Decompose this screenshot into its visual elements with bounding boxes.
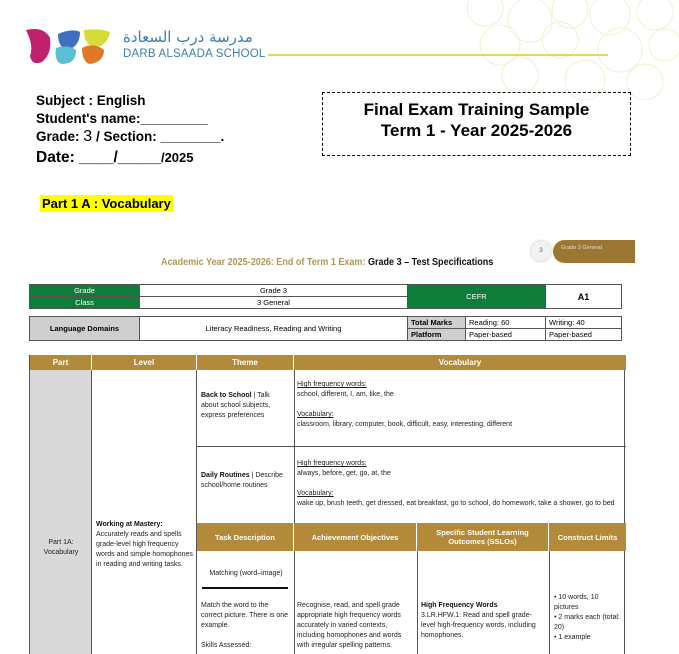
exam-title-box — [322, 92, 631, 156]
theme-back-to-school: Back to School | Talk about school subjects, express preferences — [201, 392, 271, 419]
limit-item: • 1 example — [554, 633, 624, 643]
achievement-objective: Recognise, read, and spell grade appropriate high frequency words accurately in varied contexts, including homophones and words with irregular spelling patterns. — [297, 602, 402, 649]
limit-item: • 2 marks each (total: 20) — [554, 613, 624, 633]
domains-header: Language Domains — [30, 317, 140, 341]
writing-marks: Writing: 40 — [546, 317, 622, 329]
spec-title-gold: Academic Year 2025-2026: End of Term 1 Exam: — [161, 256, 366, 268]
theme-daily-routines: Daily Routines | Describe school/home routines — [201, 472, 283, 489]
date-field[interactable] — [36, 149, 194, 167]
col-header-vocabulary: Vocabulary — [294, 355, 626, 370]
level-text: Accurately reads and spells grade-level high frequency words and simple homophones in reading and writing tasks. — [96, 531, 193, 568]
class-value-cell: 3 General — [140, 297, 408, 309]
part-heading: Part 1 A : Vocabulary — [42, 196, 171, 211]
grade-value-cell: Grade 3 — [140, 285, 408, 297]
grade-header: Grade — [30, 285, 140, 297]
task-description: Match the word to the correct picture. There is one example. Skills Assessed: — [201, 602, 289, 649]
reading-marks: Reading: 60 — [466, 317, 546, 329]
student-name-field[interactable]: Student's name:_________ — [36, 111, 209, 126]
col-header-part: Part — [30, 355, 92, 370]
col-header-achievement-objectives: Achievement Objectives — [294, 523, 417, 551]
domains-value: Literacy Readiness, Reading and Writing — [140, 317, 408, 341]
level-cell — [92, 370, 197, 654]
date-label: Date: ____/_____ — [36, 149, 161, 166]
grade-badge-label: Grade 3 General — [553, 240, 635, 263]
vocab-daily-routines: High frequency words: always, before, get, go, at, the Vocabulary: wake up, brush teeth, get dressed, eat breakfast, go to school, do homework, take a shower, go to bed — [297, 460, 615, 507]
header-divider-line — [268, 54, 608, 56]
task-type: Matching (word–image) — [209, 570, 283, 577]
grade-label: Grade: — [36, 129, 80, 144]
level-description — [96, 520, 194, 570]
grade-badge-number: 3 — [531, 241, 551, 261]
col-header-construct-limits: Construct Limits — [549, 523, 626, 551]
exam-title-line1: Final Exam Training Sample — [363, 100, 590, 119]
section-label: / Section: ________. — [95, 129, 225, 144]
col-header-level: Level — [92, 355, 197, 370]
spec-main-table — [29, 355, 625, 654]
spec-title — [161, 256, 493, 268]
school-name-english: DARB ALSAADA SCHOOL — [123, 48, 266, 60]
class-header: Class — [30, 297, 140, 309]
platform-header: Platform — [408, 329, 466, 341]
level-title: Working at Mastery: — [96, 521, 163, 528]
part-name: Part 1A: Vocabulary — [43, 539, 79, 556]
sslo-cell: High Frequency Words 3.LR.HFW.1: Read and spell grade-level high-frequency words, including homophones. — [421, 602, 536, 639]
construct-limits-list — [554, 593, 624, 643]
platform-writing: Paper-based — [546, 329, 622, 341]
total-marks-header: Total Marks — [408, 317, 466, 329]
spec-title-black: Grade 3 – Test Specifications — [367, 256, 494, 268]
cefr-header: CEFR — [408, 285, 546, 309]
grade-class-table — [29, 284, 622, 309]
exam-title-line2: Term 1 - Year 2025-2026 — [380, 121, 573, 140]
col-header-task-description: Task Description — [197, 523, 294, 551]
col-header-theme: Theme — [197, 355, 294, 370]
part-cell — [30, 370, 92, 654]
decorative-pattern — [460, 0, 679, 100]
school-name-arabic: مدرسة درب السعادة — [123, 28, 253, 46]
school-logo-icon — [24, 26, 114, 66]
col-header-sslos: Specific Student Learning Outcomes (SSLOs) — [417, 523, 549, 551]
limit-item: • 10 words, 10 pictures — [554, 593, 624, 613]
domains-table — [29, 316, 622, 341]
subject-label: Subject : English — [36, 93, 146, 108]
grade-section-field[interactable] — [36, 128, 224, 146]
platform-reading: Paper-based — [466, 329, 546, 341]
date-year: /2025 — [160, 150, 194, 165]
cefr-value: A1 — [546, 285, 622, 309]
grade-value: 3 — [83, 128, 93, 145]
vocab-back-to-school: High frequency words: school, different, I, am, like, the Vocabulary: classroom, library, computer, book, difficult, easy, interesting, different — [297, 381, 513, 428]
